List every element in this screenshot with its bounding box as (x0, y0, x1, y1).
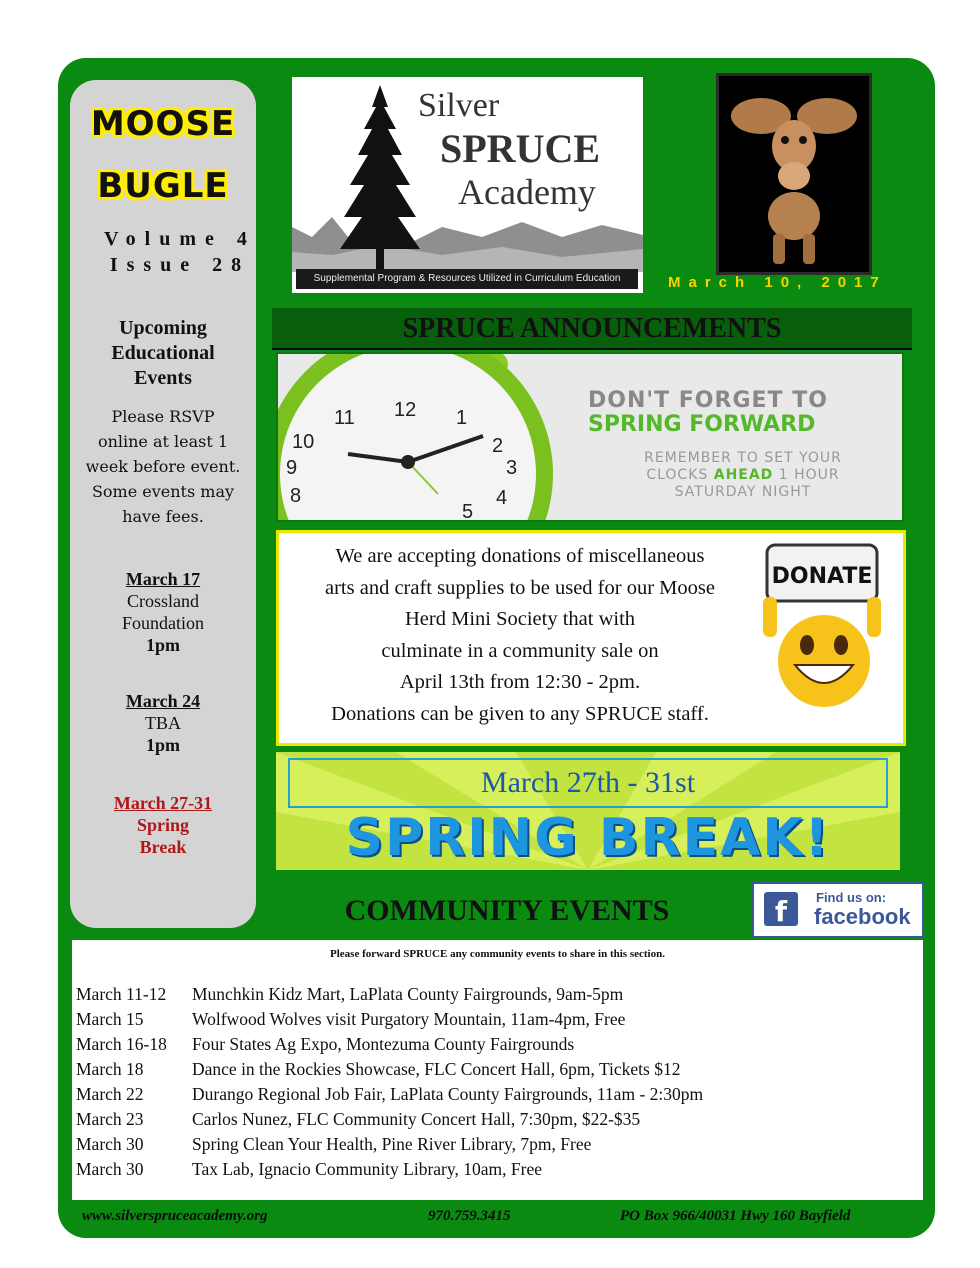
rsvp-note-5: have fees. (122, 507, 204, 526)
clock-number: 5 (462, 501, 474, 520)
sidebar-event-line: Spring (136, 815, 190, 835)
event-row (76, 1057, 680, 1082)
clock-reminder-text (598, 450, 888, 501)
reminder-ahead: AHEAD (713, 467, 774, 483)
clock-number: 2 (492, 435, 504, 457)
clock-number: 9 (286, 457, 298, 479)
event-row (76, 1107, 640, 1132)
event-text: Durango Regional Job Fair, LaPlata County Fairgrounds, 11am - 2:30pm (192, 1084, 704, 1104)
smiley-donate-icon (759, 541, 889, 721)
donation-notice (276, 530, 906, 746)
facebook-wordmark: facebook (814, 904, 911, 929)
rsvp-note-3: week before event. (85, 457, 241, 476)
donation-line: Donations can be given to any SPRUCE staff. (331, 702, 709, 725)
footer-address: PO Box 966/40031 Hwy 160 Bayfield (620, 1208, 851, 1224)
logo-word-academy: Academy (458, 172, 596, 212)
sidebar (70, 80, 256, 928)
rsvp-note-2: online at least 1 (97, 432, 229, 451)
clock-number: 8 (290, 485, 302, 507)
event-date: March 23 (76, 1109, 144, 1129)
spring-break-label: SPRING BREAK! (345, 808, 831, 868)
sidebar-event-spring-break (70, 792, 256, 858)
sidebar-event-date: March 17 (125, 569, 201, 589)
reminder-hour: 1 HOUR (778, 467, 840, 483)
clock-number: 3 (506, 457, 518, 479)
sidebar-event-line: Break (139, 837, 187, 857)
facebook-icon: f (764, 892, 798, 926)
academy-logo (292, 77, 643, 293)
reminder-saturday: SATURDAY NIGHT (674, 484, 812, 500)
event-row (76, 982, 623, 1007)
event-text: Four States Ag Expo, Montezuma County Fairgrounds (192, 1034, 575, 1054)
event-text: Spring Clean Your Health, Pine River Library, 7pm, Free (192, 1134, 592, 1154)
event-text: Dance in the Rockies Showcase, FLC Concert Hall, 6pm, Tickets $12 (192, 1059, 681, 1079)
facebook-badge[interactable] (752, 882, 924, 938)
masthead-line1: MOOSE (90, 104, 236, 144)
logo-word-silver: Silver (418, 87, 500, 124)
donate-sign-text: DONATE (771, 564, 873, 589)
issue-date: March 10, 2017 (668, 274, 887, 291)
clock-number: 12 (394, 399, 417, 421)
event-row (76, 1082, 703, 1107)
sidebar-event-line: Foundation (121, 613, 204, 633)
upcoming-heading-3: Events (134, 367, 192, 389)
moose-picture (716, 73, 872, 275)
alarm-clock-icon (278, 354, 578, 520)
event-date: March 15 (76, 1009, 144, 1029)
event-date: March 30 (76, 1134, 144, 1154)
footer-website[interactable]: www.silverspruceacademy.org (82, 1208, 268, 1224)
footer-phone: 970.759.3415 (428, 1208, 511, 1224)
event-row (76, 1157, 542, 1182)
event-text: Carlos Nunez, FLC Community Concert Hall, 7:30pm, $22-$35 (192, 1109, 641, 1129)
community-events-title: COMMUNITY EVENTS (344, 894, 670, 927)
clock-number: 1 (456, 407, 468, 429)
sidebar-event-date: March 24 (125, 691, 201, 711)
rsvp-note-1: Please RSVP (111, 407, 215, 426)
logo-word-spruce: SPRUCE (440, 126, 601, 171)
event-date: March 16-18 (76, 1034, 167, 1054)
event-date: March 22 (76, 1084, 144, 1104)
donation-text (287, 541, 753, 730)
community-note: Please forward SPRUCE any community events to share in this section. (330, 948, 665, 960)
upcoming-heading-2: Educational (111, 342, 215, 364)
donation-line: culminate in a community sale on (381, 639, 659, 662)
spring-forward-banner (276, 352, 904, 522)
event-date: March 30 (76, 1159, 144, 1179)
reminder-clocks: CLOCKS (646, 467, 709, 483)
masthead-line2: BUGLE (97, 166, 229, 206)
event-text: Munchkin Kidz Mart, LaPlata County Fairgrounds, 9am-5pm (192, 984, 624, 1004)
sidebar-event-time: 1pm (145, 635, 180, 655)
moose-figure-icon (719, 76, 869, 272)
clock-number: 11 (334, 407, 355, 429)
donation-line: April 13th from 12:30 - 2pm. (399, 671, 641, 693)
community-events-panel (70, 938, 925, 1202)
upcoming-heading-1: Upcoming (119, 317, 207, 339)
rsvp-note-4: Some events may (91, 482, 235, 501)
reminder-line: REMEMBER TO SET YOUR (644, 450, 842, 466)
sidebar-event-date: March 27-31 (113, 793, 213, 813)
logo-tagline: Supplemental Program & Resources Utilized in Curriculum Education (296, 269, 638, 289)
donation-line: arts and craft supplies to be used for our Moose (325, 576, 715, 599)
sidebar-event (70, 690, 256, 756)
facebook-find-us: Find us on: (816, 890, 887, 905)
issue-label: Issue 28 (109, 254, 251, 276)
sidebar-event-time: 1pm (145, 735, 180, 755)
spring-forward-text: SPRING FORWARD (588, 412, 816, 437)
dont-forget-text: DON'T FORGET TO (588, 388, 828, 413)
donation-line: We are accepting donations of miscellaneous (335, 545, 705, 567)
event-date: March 18 (76, 1059, 144, 1079)
spring-break-dates: March 27th - 31st (288, 758, 888, 808)
spring-break-banner (276, 752, 900, 870)
event-text: Wolfwood Wolves visit Purgatory Mountain, 11am-4pm, Free (192, 1009, 626, 1029)
sidebar-event (70, 568, 256, 656)
sidebar-event-line: TBA (145, 713, 181, 733)
announcements-title: SPRUCE ANNOUNCEMENTS (272, 308, 912, 350)
sidebar-event-line: Crossland (127, 591, 199, 611)
event-row (76, 1132, 591, 1157)
volume-label: Volume 4 (104, 228, 256, 250)
event-row (76, 1032, 574, 1057)
event-date: March 11-12 (76, 984, 167, 1004)
donation-line: Herd Mini Society that with (404, 608, 636, 630)
clock-number: 10 (292, 431, 315, 453)
event-row (76, 1007, 625, 1032)
clock-number: 4 (496, 487, 508, 509)
event-text: Tax Lab, Ignacio Community Library, 10am, Free (192, 1159, 542, 1179)
